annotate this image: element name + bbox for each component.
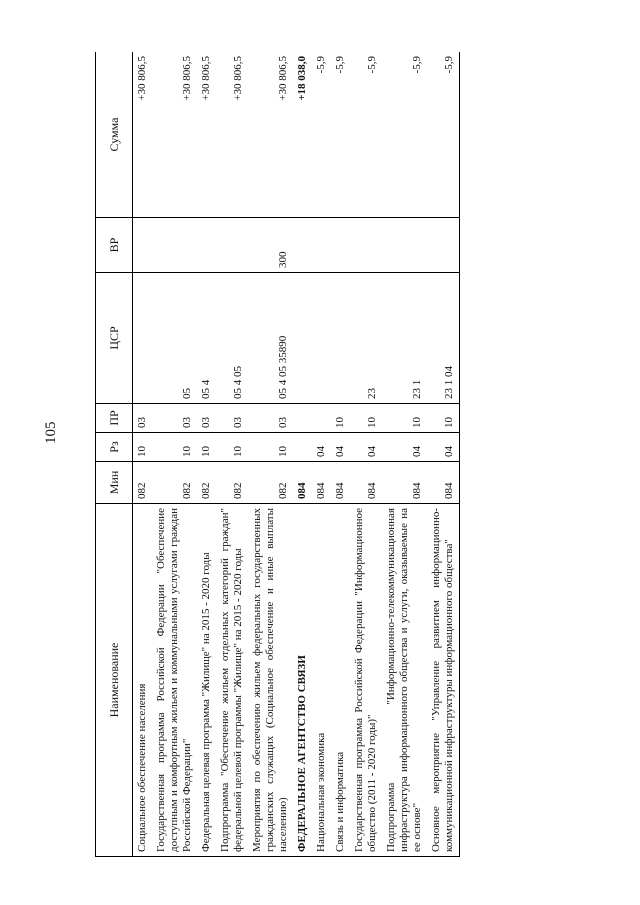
cell-csr	[331, 273, 350, 404]
cell-pr: 10	[427, 404, 460, 433]
cell-min: 082	[248, 462, 293, 504]
cell-vr	[382, 218, 427, 273]
cell-sum: +30 806,5	[216, 52, 248, 218]
rotated-table-container	[95, 52, 592, 857]
cell-vr	[427, 218, 460, 273]
table-header-row	[96, 52, 133, 857]
cell-rz: 10	[216, 433, 248, 462]
cell-vr	[152, 218, 197, 273]
cell-sum: +30 806,5	[248, 52, 293, 218]
cell-csr	[133, 273, 153, 404]
cell-min: 084	[382, 462, 427, 504]
cell-pr: 03	[248, 404, 293, 433]
cell-name: Социальное обеспечение населения	[133, 504, 153, 857]
cell-min: 082	[152, 462, 197, 504]
cell-min: 084	[293, 462, 312, 504]
table-viewport	[95, 52, 592, 857]
cell-csr: 23	[350, 273, 382, 404]
cell-rz: 04	[350, 433, 382, 462]
budget-table	[95, 52, 460, 857]
cell-pr: 10	[331, 404, 350, 433]
cell-csr: 05	[152, 273, 197, 404]
cell-name: ФЕДЕРАЛЬНОЕ АГЕНТСТВО СВЯЗИ	[293, 504, 312, 857]
cell-sum: -5,9	[350, 52, 382, 218]
cell-pr	[312, 404, 331, 433]
table-row	[350, 52, 382, 857]
cell-rz: 10	[133, 433, 153, 462]
cell-name: Основное мероприятие "Управление развитием информационно-коммуникационной инфраструктуры информационного общества"	[427, 504, 460, 857]
column-header-rz: Рз	[96, 433, 133, 462]
cell-vr	[293, 218, 312, 273]
cell-sum: +30 806,5	[152, 52, 197, 218]
table-body	[133, 52, 460, 857]
table-row	[293, 52, 312, 857]
cell-name: Подпрограмма "Информационно-телекоммуникационная инфраструктура информационного общества и услуги, оказываемые на ее основе"	[382, 504, 427, 857]
cell-pr: 03	[133, 404, 153, 433]
cell-min: 082	[216, 462, 248, 504]
page-number: 105	[43, 421, 59, 444]
table-row	[216, 52, 248, 857]
cell-rz: 10	[248, 433, 293, 462]
cell-csr	[293, 273, 312, 404]
cell-rz: 10	[152, 433, 197, 462]
cell-pr: 03	[216, 404, 248, 433]
cell-pr: 03	[197, 404, 216, 433]
cell-sum: -5,9	[331, 52, 350, 218]
cell-min: 084	[331, 462, 350, 504]
cell-pr: 10	[350, 404, 382, 433]
cell-csr: 05 4 05	[216, 273, 248, 404]
table-row	[382, 52, 427, 857]
cell-min: 084	[350, 462, 382, 504]
cell-rz: 04	[427, 433, 460, 462]
cell-sum: +30 806,5	[133, 52, 153, 218]
column-header-csr: ЦСР	[96, 273, 133, 404]
column-header-min: Мин	[96, 462, 133, 504]
cell-min: 082	[133, 462, 153, 504]
cell-sum: -5,9	[382, 52, 427, 218]
cell-rz: 04	[312, 433, 331, 462]
cell-name: Национальная экономика	[312, 504, 331, 857]
table-row	[197, 52, 216, 857]
cell-rz: 04	[382, 433, 427, 462]
cell-sum: +18 038,0	[293, 52, 312, 218]
cell-csr: 23 1 04	[427, 273, 460, 404]
cell-min: 084	[427, 462, 460, 504]
cell-vr	[312, 218, 331, 273]
cell-csr	[312, 273, 331, 404]
cell-name: Мероприятия по обеспечению жильем федеральных государственных гражданских служащих (Социальное обеспечение и иные выплаты населению)	[248, 504, 293, 857]
cell-csr: 05 4	[197, 273, 216, 404]
cell-sum: -5,9	[312, 52, 331, 218]
cell-name: Связь и информатика	[331, 504, 350, 857]
cell-name: Государственная программа Российской Федерации "Информационное общество (2011 - 2020 годы)"	[350, 504, 382, 857]
column-header-pr: ПР	[96, 404, 133, 433]
cell-name: Федеральная целевая программа "Жилище" на 2015 - 2020 годы	[197, 504, 216, 857]
cell-csr: 23 1	[382, 273, 427, 404]
table-row	[248, 52, 293, 857]
cell-pr: 03	[152, 404, 197, 433]
cell-rz	[293, 433, 312, 462]
cell-name: Государственная программа Российской Федерации "Обеспечение доступным и комфортным жильем и коммунальными услугами граждан Российской Федерации"	[152, 504, 197, 857]
cell-min: 082	[197, 462, 216, 504]
cell-vr	[216, 218, 248, 273]
cell-pr	[293, 404, 312, 433]
cell-rz: 04	[331, 433, 350, 462]
table-row	[133, 52, 153, 857]
cell-vr	[133, 218, 153, 273]
cell-name: Подпрограмма "Обеспечение жильем отдельных категорий граждан" федеральной целевой программы "Жилище" на 2015 - 2020 годы	[216, 504, 248, 857]
cell-sum: -5,9	[427, 52, 460, 218]
column-header-name: Наименование	[96, 504, 133, 857]
cell-sum: +30 806,5	[197, 52, 216, 218]
cell-min: 084	[312, 462, 331, 504]
column-header-vr: ВР	[96, 218, 133, 273]
cell-csr: 05 4 05 35890	[248, 273, 293, 404]
column-header-sum: Сумма	[96, 52, 133, 218]
cell-vr: 300	[248, 218, 293, 273]
cell-vr	[197, 218, 216, 273]
cell-vr	[331, 218, 350, 273]
cell-pr: 10	[382, 404, 427, 433]
table-row	[152, 52, 197, 857]
table-row	[331, 52, 350, 857]
table-row	[427, 52, 460, 857]
cell-vr	[350, 218, 382, 273]
cell-rz: 10	[197, 433, 216, 462]
table-row	[312, 52, 331, 857]
